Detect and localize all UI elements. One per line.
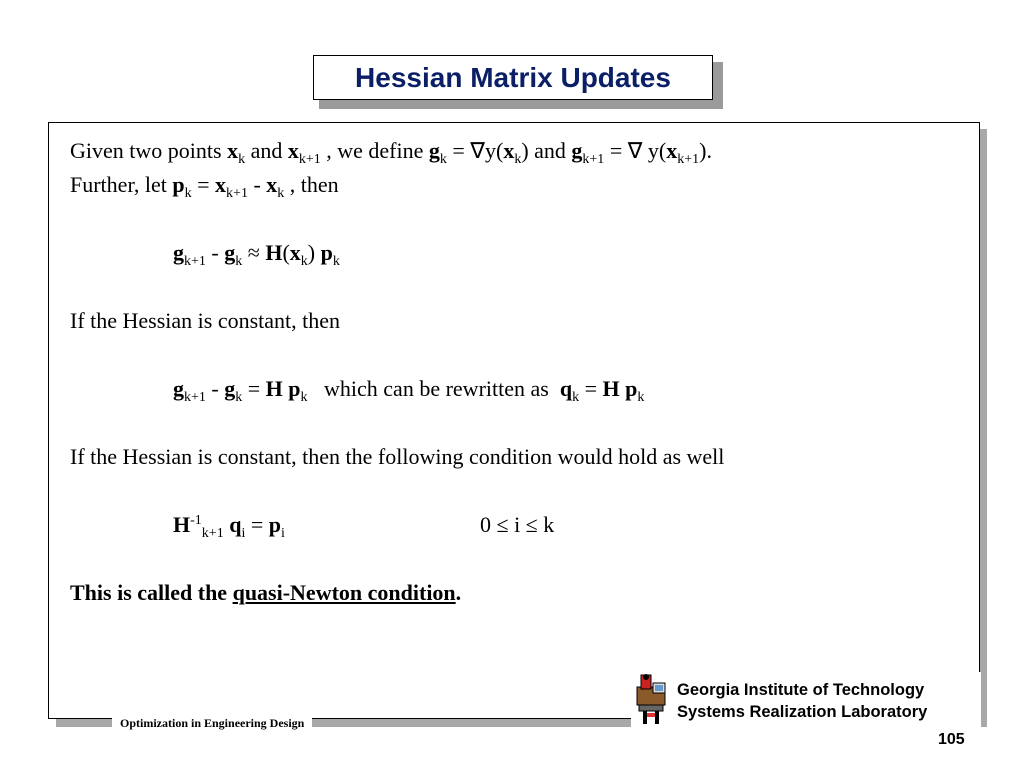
slide-title: Hessian Matrix Updates bbox=[355, 61, 671, 93]
definition-line-2: Further, let $p_k = x_{k+1} - x_k$ , then bbox=[70, 172, 339, 201]
org-name-line-2: Systems Realization Laboratory bbox=[677, 703, 928, 721]
constant-hessian-line: If the Hessian is constant, then bbox=[70, 308, 341, 333]
srl-logo-icon bbox=[635, 673, 671, 725]
quasi-newton-statement: This is called the quasi-Newton condition. bbox=[70, 580, 462, 605]
content-panel bbox=[48, 122, 980, 719]
course-name: Optimization in Engineering Design bbox=[112, 714, 312, 732]
index-range: 0 ≤ i ≤ k bbox=[480, 512, 555, 537]
page-number: 105 bbox=[938, 731, 965, 748]
inverse-hessian-equation: $H^{-1}_{k+1}$ $q_i = p_i$ bbox=[173, 512, 285, 541]
secant-approximation-equation: $g_{k+1} - g_k \approx H(x_k)$ $p_k$ bbox=[173, 240, 340, 269]
definition-line-1: Given two points $x_k$ and $x_{k+1}$ , we define $g_k = \nabla y(x_k)$ and $g_{k+1}$ = ∇ $y(x_{k+1})$. bbox=[70, 138, 712, 167]
constant-hessian-equation: $g_{k+1} - g_k = H$ $p_k$ which can be rewritten as $q_k = H$ $p_k$ bbox=[173, 376, 645, 405]
quasi-newton-condition-term: quasi-Newton condition bbox=[232, 580, 456, 605]
condition-intro-line: If the Hessian is constant, then the following condition would hold as well bbox=[70, 444, 725, 469]
org-name-line-1: Georgia Institute of Technology bbox=[677, 681, 925, 699]
title-box bbox=[313, 55, 713, 100]
